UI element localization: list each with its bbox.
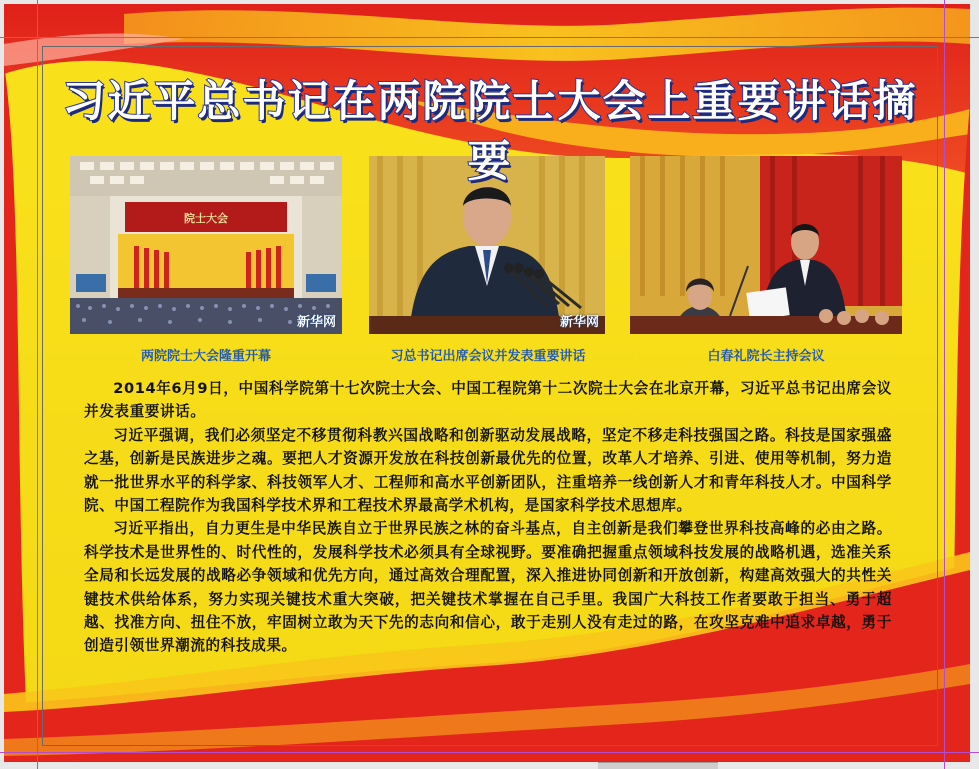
assembly-hall-photo [70,156,342,334]
xinhua-watermark: 新华网 [296,315,336,330]
photo-caption-opening: 两院院士大会隆重开幕 [140,349,271,364]
guide-line-right[interactable] [944,0,945,769]
hall-banner-text: 院士大会 [184,212,228,225]
paragraph-intro: 2014年6月9日，中国科学院第十七次院士大会、中国工程院第十二次院士大会在北京开幕，习近平总书记出席会议并发表重要讲话。 [84,380,892,421]
speech-summary-body [84,377,892,658]
horizontal-scrollbar[interactable] [598,762,718,769]
photo-caption-speech: 习总书记出席会议并发表重要讲话 [390,349,586,364]
guide-line-left[interactable] [37,0,38,769]
paragraph-innovation: 习近平指出，自力更生是中华民族自立于世界民族之林的奋斗基点，自主创新是我们攀登世界科技高峰的必由之路。科学技术是世界性的、时代性的，发展科学技术必须具有全球视野。要准确把握重点领域科技发展的战略机遇，选准关系全局和长远发展的战略必争领域和优先方向，通过高效合理配置，深入推进协同创新和开放创新，构建高效强大的共性关键技术供给体系，努力实现关键技术重大突破，把关键技术掌握在自己手里。我国广大科技工作者要敢于担当、勇于超越、找准方向、扭住不放，牢固树立敢为天下先的志向和信心，敢于走别人没有走过的路，在攻坚克难中追求卓越，勇于创造引领世界潮流的科技成果。 [84,520,892,655]
poster-title: 习近平总书记在两院院士大会上重要讲话摘要 [62,77,918,187]
host-at-podium-photo [630,156,902,334]
guide-line-bottom[interactable] [0,752,979,753]
guide-line-top[interactable] [0,37,979,38]
photo-caption-host: 白春礼院长主持会议 [707,349,825,364]
paragraph-strategy: 习近平强调，我们必须坚定不移贯彻科教兴国战略和创新驱动发展战略，坚定不移走科技强国之路。科技是国家强盛之基，创新是民族进步之魂。要把人才资源开发放在科技创新最优先的位置，改革人才培养、引进、使用等机制，努力造就一批世界水平的科学家、科技领军人才、工程师和高水平创新团队，注重培养一线创新人才和青年科技人才。中国科学院、中国工程院作为我国科学技术界和工程技术界最高学术机构，是国家科学技术思想库。 [84,426,892,515]
xinhua-watermark: 新华网 [559,315,599,330]
